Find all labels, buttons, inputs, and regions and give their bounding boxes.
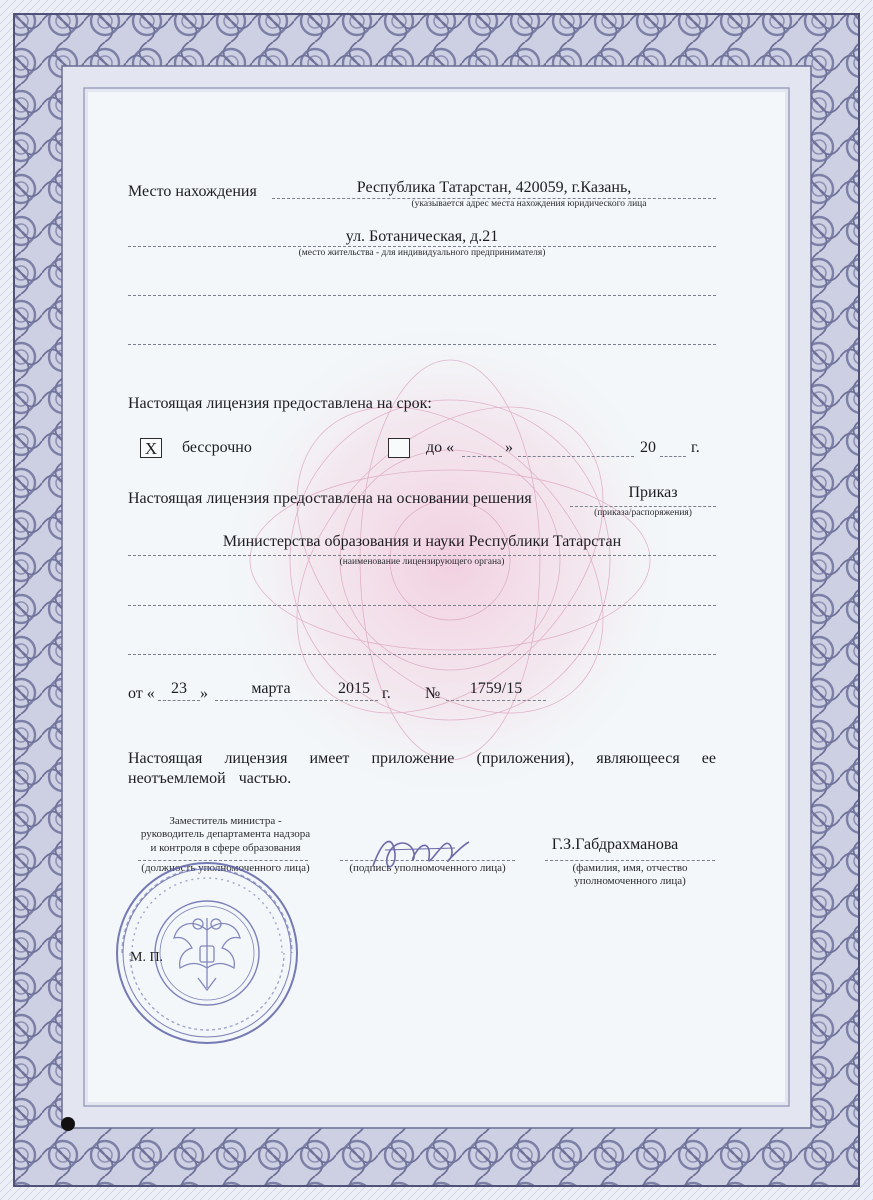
until-year-rule [660, 456, 686, 457]
order-month: марта [251, 680, 291, 697]
order-day-close: » [200, 685, 208, 702]
position-hint: (должность уполномоченного лица) [141, 862, 310, 874]
basis-label: Настоящая лицензия предоставлена на основании решения [128, 490, 532, 507]
official-position-3: и контроля в сфере образования [150, 842, 301, 854]
location-label: Место нахождения [128, 183, 257, 200]
unlimited-label: бессрочно [182, 439, 252, 456]
order-number-sign: № [425, 685, 441, 702]
authority-rule [128, 555, 716, 556]
address-hint-1: (указывается адрес места нахождения юридического лица [411, 199, 647, 209]
order-day: 23 [171, 680, 187, 697]
official-position-2: руководитель департамента надзора [140, 828, 311, 840]
until-quote-close: » [505, 439, 513, 456]
date-prefix: от « [128, 685, 155, 702]
basis-doc-type: Приказ [628, 484, 678, 501]
authority-hint: (наименование лицензирующего органа) [339, 557, 505, 567]
address-line-2: ул. Ботаническая, д.21 [345, 228, 499, 245]
address-line-1: Республика Татарстан, 420059, г.Казань, [356, 179, 632, 196]
order-number-rule [446, 700, 546, 701]
until-day-rule [462, 456, 502, 457]
blank-rule-3 [128, 605, 716, 606]
signature-hint: (подпись уполномоченного лица) [349, 862, 506, 874]
unlimited-checkbox: X [140, 438, 162, 458]
basis-doc-type-rule [570, 506, 716, 507]
address-line-2-rule [128, 246, 716, 247]
until-month-rule [518, 456, 634, 457]
order-year-suffix: г. [382, 685, 391, 702]
address-hint-2: (место жительства - для индивидуального предпринимателя) [298, 248, 546, 258]
name-hint-2: уполномоченного лица) [574, 875, 686, 887]
blank-rule-1 [128, 295, 716, 296]
blank-rule-2 [128, 344, 716, 345]
until-century: 20 [640, 439, 656, 456]
order-day-rule [158, 700, 200, 701]
stamp-place-label: М. П. [130, 950, 164, 965]
term-label: Настоящая лицензия предоставлена на срок: [128, 395, 432, 412]
order-month-rule [215, 700, 327, 701]
order-year: 2015 [338, 680, 370, 697]
name-rule [545, 860, 715, 861]
licensing-authority: Министерства образования и науки Республики Татарстан [222, 533, 622, 550]
order-year-rule [330, 700, 378, 701]
blank-rule-4 [128, 654, 716, 655]
name-hint-1: (фамилия, имя, отчество [572, 862, 688, 874]
signature-rule [340, 860, 515, 861]
official-name: Г.З.Габдрахманова [551, 836, 679, 853]
appendix-statement-line-1: Настоящая лицензия имеет приложение (приложения), являющееся ее [128, 750, 716, 767]
basis-doc-type-hint: (приказа/распоряжения) [594, 508, 692, 518]
appendix-statement-line-2: неотъемлемой частью. [128, 770, 292, 787]
until-prefix: до « [426, 439, 455, 456]
until-year-suffix: г. [691, 439, 700, 456]
order-number: 1759/15 [469, 680, 523, 697]
official-position-1: Заместитель министра - [169, 815, 282, 827]
until-checkbox [388, 438, 410, 458]
